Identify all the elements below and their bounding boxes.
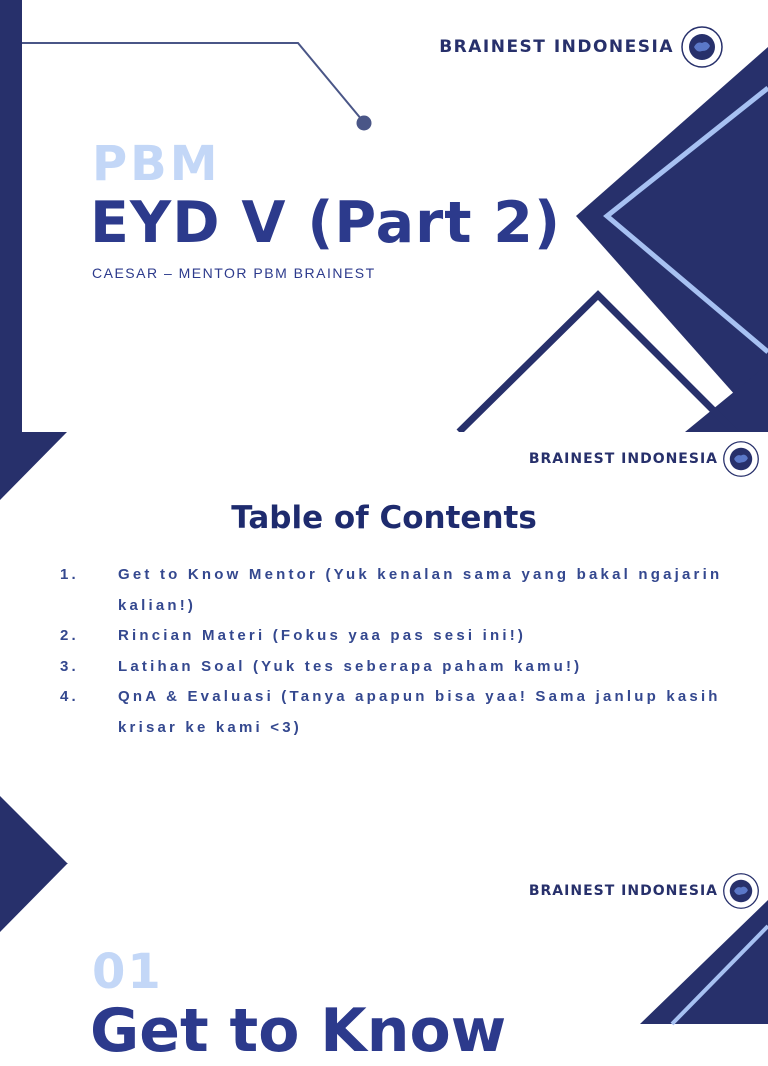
- presenter-subtitle: CAESAR – MENTOR PBM BRAINEST: [92, 265, 376, 281]
- toc-item: [60, 652, 750, 683]
- section-slide: [0, 864, 768, 1066]
- toc-item-text: Get to Know Mentor (Yuk kenalan sama yang bakal ngajarin kalian!): [118, 566, 723, 614]
- main-title: EYD V (Part 2): [90, 190, 562, 256]
- toc-item-number: 2.: [60, 627, 79, 644]
- toc-list: [60, 560, 750, 743]
- brand-header: [529, 440, 760, 478]
- title-slide: [0, 0, 768, 432]
- toc-slide: [0, 432, 768, 864]
- toc-item-number: 4.: [60, 688, 79, 705]
- brand-name: BRAINEST INDONESIA: [528, 883, 718, 899]
- brand-name: BRAINEST INDONESIA: [528, 451, 718, 467]
- eyebrow-pbm: PBM: [92, 136, 221, 192]
- brainest-logo-icon: [680, 25, 724, 69]
- toc-item-number: 1.: [60, 566, 79, 583]
- brand-name: BRAINEST INDONESIA: [439, 37, 674, 57]
- toc-item-number: 3.: [60, 657, 79, 675]
- brainest-logo-icon: [722, 440, 760, 478]
- toc-item-text: Latihan Soal (Yuk tes seberapa paham kamu!): [118, 657, 583, 675]
- toc-item: [60, 621, 750, 652]
- toc-title: Table of Contents: [231, 500, 537, 536]
- section-title: Get to Know: [90, 996, 507, 1066]
- brainest-logo-icon: [722, 872, 760, 910]
- toc-item: [60, 560, 750, 621]
- brand-header: [439, 25, 724, 69]
- toc-item-text: QnA & Evaluasi (Tanya apapun bisa yaa! Sama janlup kasih krisar ke kami <3): [118, 688, 721, 736]
- toc-item: [60, 682, 750, 743]
- brand-header: [529, 872, 760, 910]
- section-number: 01: [92, 944, 163, 1000]
- toc-item-text: Rincian Materi (Fokus yaa pas sesi ini!): [118, 627, 527, 644]
